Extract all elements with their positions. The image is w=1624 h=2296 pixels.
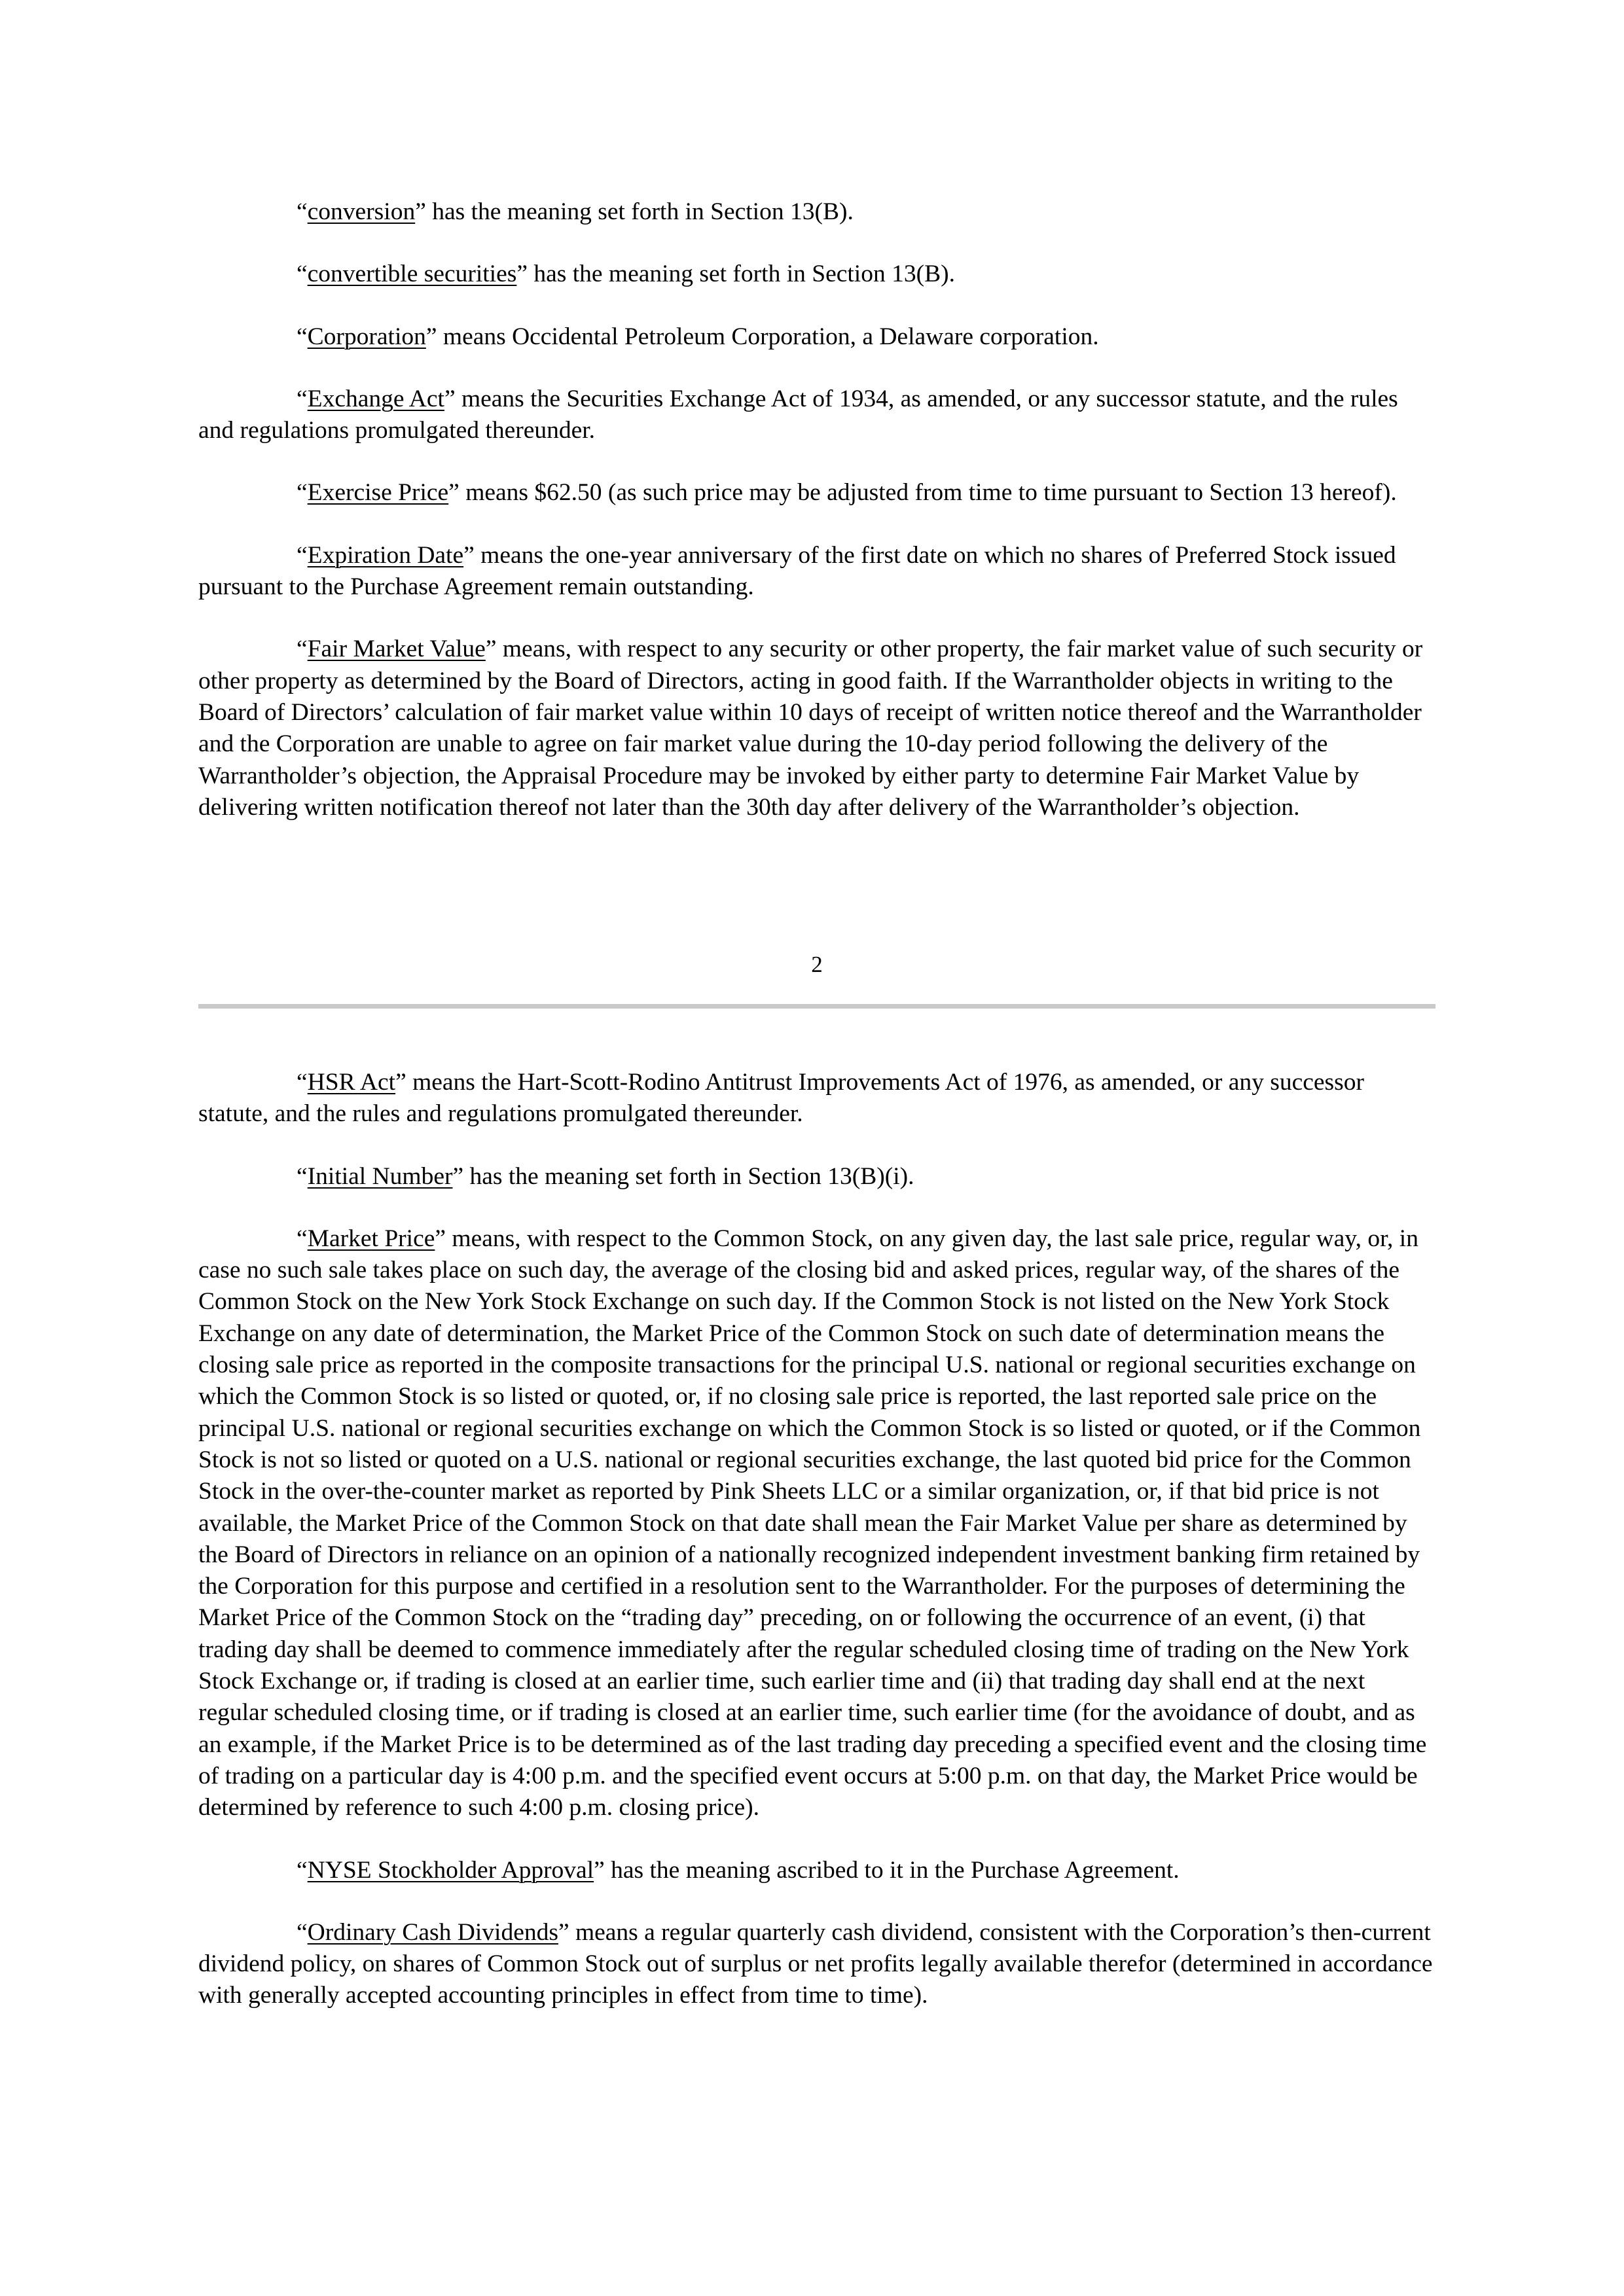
definition-exchange-act: [198, 384, 1435, 447]
definition-text: ” means, with respect to any security or other property, the fair market value of such security or other property as determined by the Board of Directors, acting in good faith. If the Warrantholder objects in writing to the Board of Directors’ calculation of fair market value within 10 days of receipt of written notice thereof and the Warrantholder and the Corporation are unable to agree on fair market value during the 10-day period following the delivery of the Warrantholder’s objection, the Appraisal Procedure may be invoked by either party to determine Fair Market Value by delivering written notification thereof not later than the 30th day after delivery of the Warrantholder’s objection.: [198, 636, 1423, 821]
defined-term: convertible securities: [307, 260, 517, 288]
definition-text: ” has the meaning set forth in Section 13(B).: [516, 260, 955, 288]
definition-text: ” has the meaning set forth in Section 13(B).: [415, 198, 854, 225]
defined-term: Exchange Act: [307, 385, 444, 412]
page-section-bottom: [198, 1067, 1435, 2043]
page-divider: [198, 1004, 1435, 1009]
definition-convertible-securities: [198, 259, 1435, 290]
open-quote: “: [297, 636, 308, 663]
open-quote: “: [297, 385, 308, 412]
open-quote: “: [297, 541, 308, 569]
definition-expiration-date: [198, 540, 1435, 603]
defined-term: Initial Number: [307, 1162, 453, 1190]
definition-corporation: [198, 321, 1435, 353]
definition-text: ” has the meaning ascribed to it in the Purchase Agreement.: [594, 1856, 1180, 1884]
definition-exercise-price: [198, 477, 1435, 509]
definition-initial-number: [198, 1161, 1435, 1193]
open-quote: “: [297, 260, 308, 288]
page-section-top: [198, 196, 1435, 854]
definition-text: ” means the one-year anniversary of the first date on which no shares of Preferred Stock issued pursuant to the Purchase Agreement remain outstanding.: [198, 541, 1396, 601]
defined-term: NYSE Stockholder Approval: [307, 1856, 594, 1884]
defined-term: Ordinary Cash Dividends: [307, 1918, 558, 1946]
definition-text: ” means Occidental Petroleum Corporation, a Delaware corporation.: [425, 323, 1099, 350]
definition-text: ” means, with respect to the Common Stock, on any given day, the last sale price, regular way, or, in case no such sale takes place on such day, the average of the closing bid and asked prices, regular way, of the shares of the Common Stock on the New York Stock Exchange on such day. If the Common Stock is not listed on the New York Stock Exchange on any date of determination, the Market Price of the Common Stock on such date of determination means the closing sale price as reported in the composite transactions for the principal U.S. national or regional securities exchange on which the Common Stock is so listed or quoted, or, if no closing sale price is reported, the last reported sale price on the principal U.S. national or regional securities exchange on which the Common Stock is so listed or quoted, or if the Common Stock is not so listed or quoted on a U.S. national or regional securities exchange, the last quoted bid price for the Common Stock in the over-the-counter market as reported by Pink Sheets LLC or a similar organization, or, if that bid price is not available, the Market Price of the Common Stock on that date shall mean the Fair Market Value per share as determined by the Board of Directors in reliance on an opinion of a nationally recognized independent investment banking firm retained by the Corporation for this purpose and certified in a resolution sent to the Warrantholder. For the purposes of determining the Market Price of the Common Stock on the “trading day” preceding, on or following the occurrence of an event, (i) that trading day shall be deemed to commence immediately after the regular scheduled closing time of trading on the New York Stock Exchange or, if trading is closed at an earlier time, such earlier time and (ii) that trading day shall end at the next regular scheduled closing time, or if trading is closed at an earlier time, such earlier time (for the avoidance of doubt, and as an example, if the Market Price is to be determined as of the last trading day preceding a specified event and the closing time of trading on a particular day is 4:00 p.m. and the specified event occurs at 5:00 p.m. on that day, the Market Price would be determined by reference to such 4:00 p.m. closing price).: [198, 1225, 1427, 1821]
open-quote: “: [297, 1162, 308, 1190]
definition-market-price: [198, 1223, 1435, 1824]
page-number: 2: [811, 952, 823, 977]
open-quote: “: [297, 1225, 308, 1252]
definition-fair-market-value: [198, 634, 1435, 823]
open-quote: “: [297, 323, 308, 350]
defined-term: Expiration Date: [307, 541, 464, 569]
defined-term: Corporation: [307, 323, 426, 350]
definition-text: ” means the Securities Exchange Act of 1934, as amended, or any successor statute, and the rules and regulations promulgated thereunder.: [198, 385, 1398, 444]
defined-term: Market Price: [307, 1225, 435, 1252]
definition-text: ” has the meaning set forth in Section 13(B)(i).: [452, 1162, 914, 1190]
definition-text: ” means the Hart-Scott-Rodino Antitrust Improvements Act of 1976, as amended, or any successor statute, and the rules and regulations promulgated thereunder.: [198, 1069, 1364, 1128]
open-quote: “: [297, 1856, 308, 1884]
defined-term: Fair Market Value: [307, 636, 486, 663]
open-quote: “: [297, 1918, 308, 1946]
definition-nyse-stockholder-approval: [198, 1855, 1435, 1886]
definition-conversion: [198, 196, 1435, 228]
defined-term: HSR Act: [307, 1069, 396, 1096]
definition-text: ” means a regular quarterly cash dividend, consistent with the Corporation’s then-current dividend policy, on shares of Common Stock out of surplus or net profits legally available therefor (determined in accordance with generally accepted accounting principles in effect from time to time).: [198, 1918, 1433, 2009]
open-quote: “: [297, 479, 308, 507]
definition-ordinary-cash-dividends: [198, 1917, 1435, 2012]
open-quote: “: [297, 1069, 308, 1096]
definition-hsr-act: [198, 1067, 1435, 1130]
open-quote: “: [297, 198, 308, 225]
definition-text: ” means $62.50 (as such price may be adjusted from time to time pursuant to Section 13 hereof).: [448, 479, 1397, 507]
defined-term: conversion: [307, 198, 416, 225]
defined-term: Exercise Price: [307, 479, 449, 507]
